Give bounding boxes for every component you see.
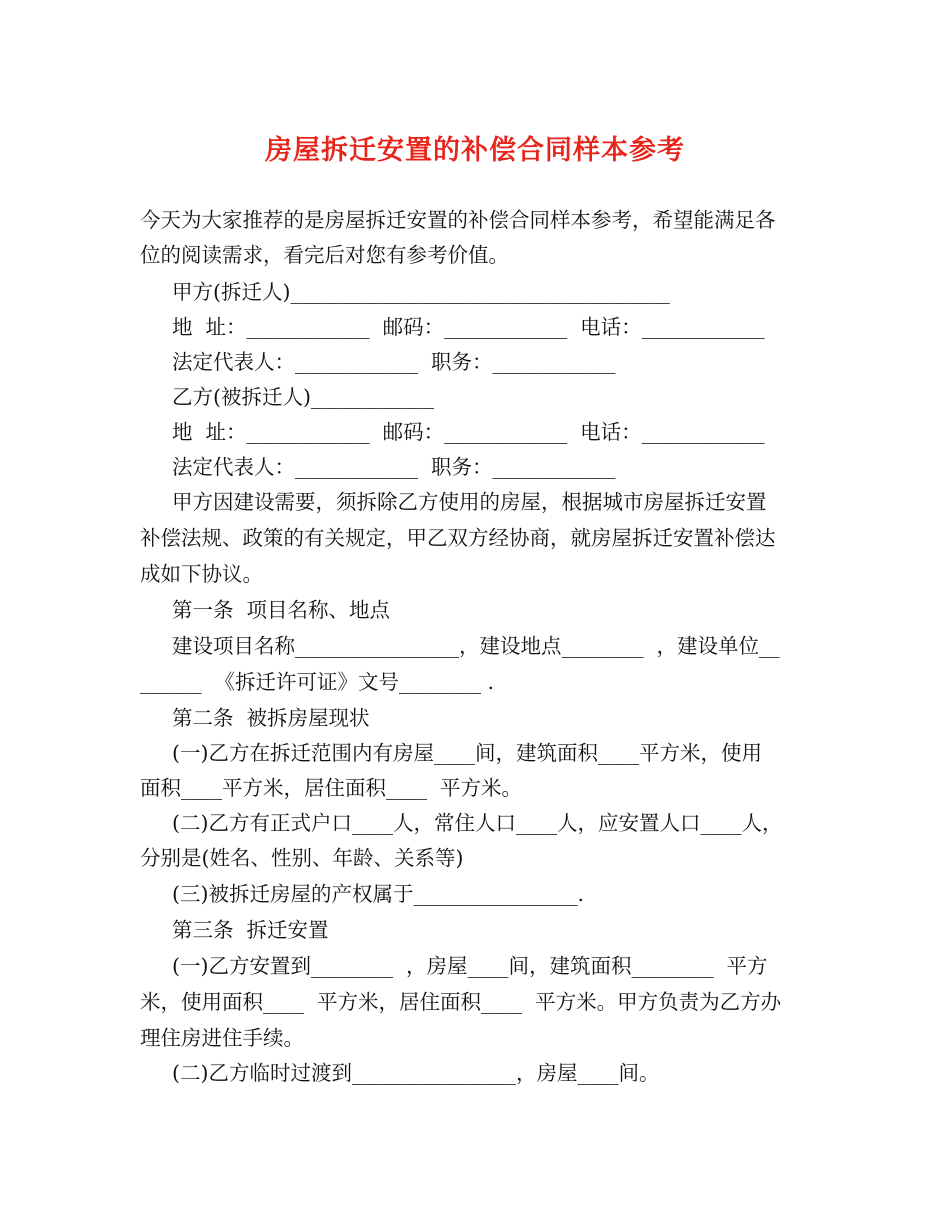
article-3-item-1-line-2: 米，使用面积____ 平方米，居住面积____ 平方米。甲方负责为乙方办: [140, 990, 782, 1014]
party-a-address-line: 地 址：____________ 邮码：____________ 电话：____________: [172, 315, 765, 339]
intro-line-2: 位的阅读需求，看完后对您有参考价值。: [140, 243, 509, 267]
article-1-line-1: 建设项目名称________________，建设地点________ ，建设单位__: [172, 634, 780, 658]
preamble-line-3: 成如下协议。: [140, 562, 263, 586]
article-3-item-2: (二)乙方临时过渡到________________，房屋____间。: [172, 1061, 660, 1085]
party-b-address-line: 地 址：____________ 邮码：____________ 电话：____________: [172, 420, 765, 444]
party-a-representative-line: 法定代表人：____________ 职务：____________: [172, 350, 616, 374]
preamble-line-1: 甲方因建设需要，须拆除乙方使用的房屋，根据城市房屋拆迁安置: [172, 490, 767, 514]
article-2-item-2-line-1: (二)乙方有正式户口____人，常住人口____人，应安置人口____人，: [172, 811, 783, 835]
article-1-heading: 第一条 项目名称、地点: [172, 598, 391, 622]
article-3-heading: 第三条 拆迁安置: [172, 918, 329, 942]
article-1-line-2: ______ 《拆迁许可证》文号________ .: [140, 670, 495, 694]
article-2-item-1-line-2: 面积____平方米，居住面积____ 平方米。: [140, 776, 523, 800]
article-2-item-3: (三)被拆迁房屋的产权属于________________.: [172, 882, 585, 906]
article-3-item-1-line-3: 理住房进住手续。: [140, 1026, 304, 1050]
article-3-item-1-line-1: (一)乙方安置到________ ，房屋____间，建筑面积________ 平方: [172, 954, 768, 978]
preamble-line-2: 补偿法规、政策的有关规定，甲乙双方经协商，就房屋拆迁安置补偿达: [140, 526, 776, 550]
article-2-item-1-line-1: (一)乙方在拆迁范围内有房屋____间，建筑面积____平方米，使用: [172, 741, 762, 765]
article-2-heading: 第二条 被拆房屋现状: [172, 706, 370, 730]
party-b-line: 乙方(被拆迁人)____________: [172, 385, 434, 409]
document-title: 房屋拆迁安置的补偿合同样本参考: [265, 135, 685, 166]
party-b-representative-line: 法定代表人：____________ 职务：____________: [172, 455, 616, 479]
article-2-item-2-line-2: 分别是(姓名、性别、年龄、关系等): [140, 846, 464, 870]
party-a-line: 甲方(拆迁人)_____________________________________: [172, 280, 670, 304]
intro-line-1: 今天为大家推荐的是房屋拆迁安置的补偿合同样本参考，希望能满足各: [140, 208, 776, 232]
